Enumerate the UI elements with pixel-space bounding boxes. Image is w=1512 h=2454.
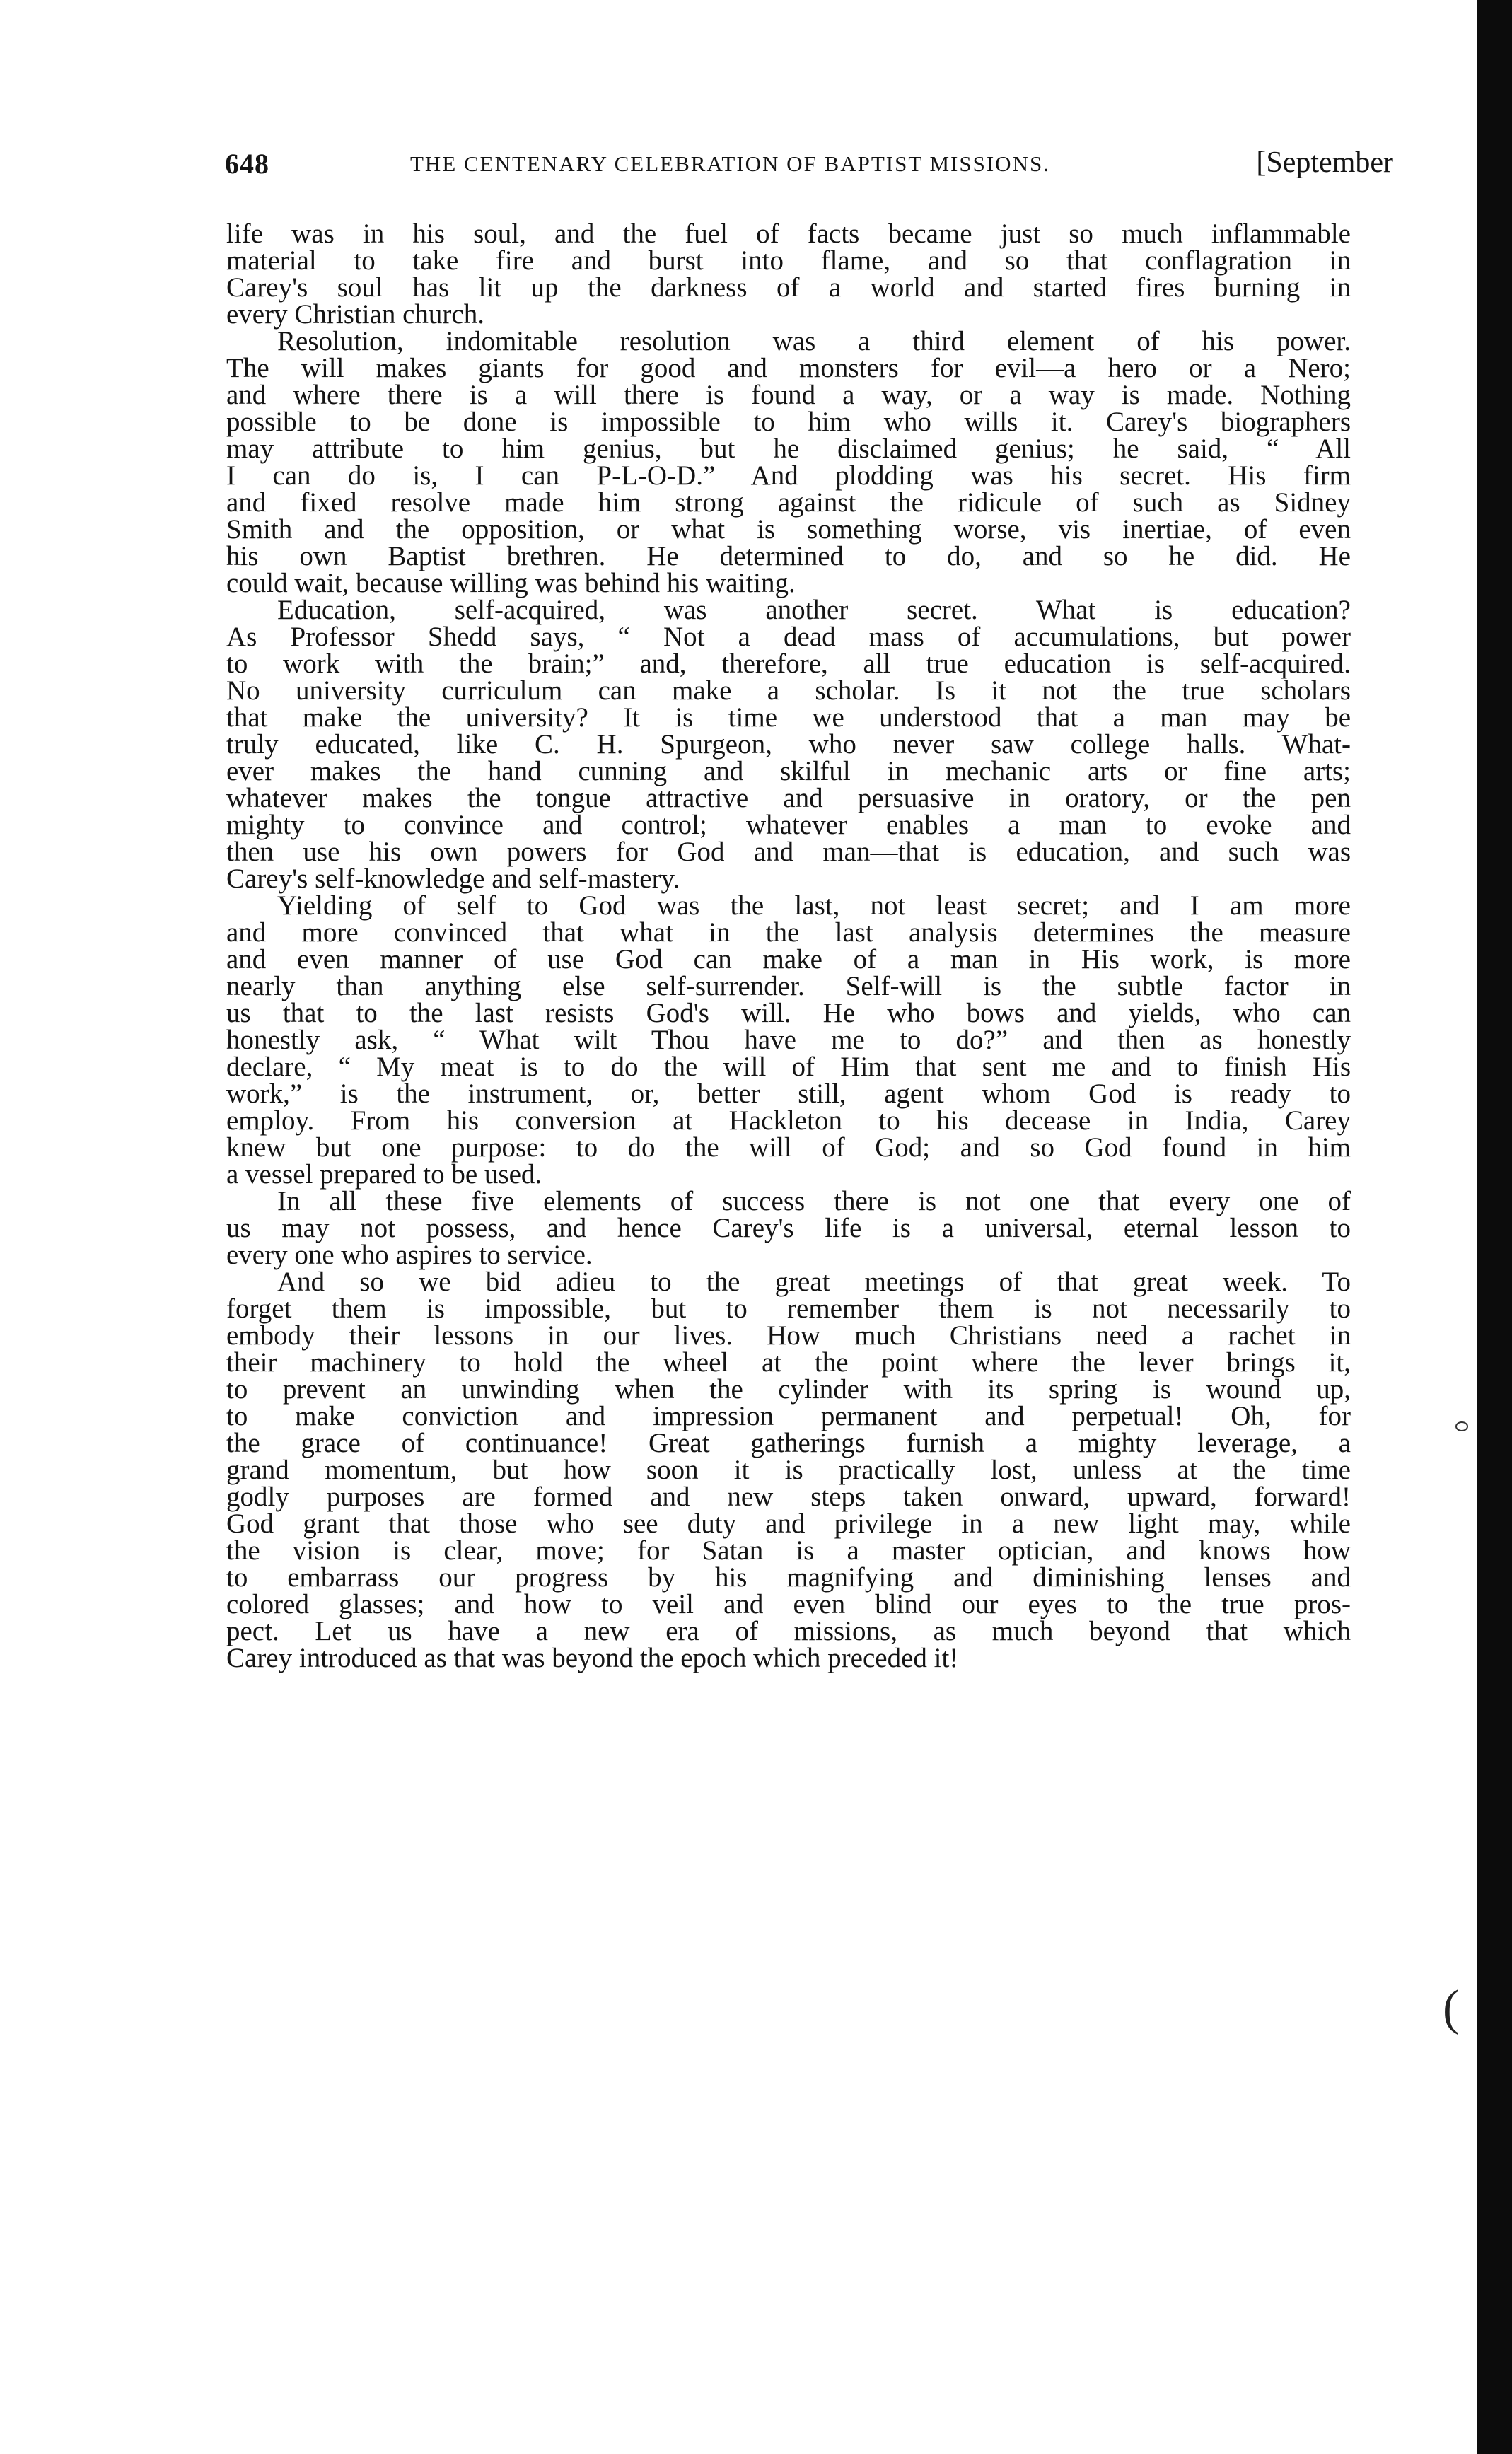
text-line: Education, self-acquired, was another secret. What is education? (277, 595, 1351, 625)
text-line: material to take fire and burst into flame, and so that conflagration in (226, 245, 1351, 276)
text-line: and even manner of use God can make of a man in His work, is more (226, 944, 1351, 975)
text-line: and more convinced that what in the last analysis determines the measure (226, 917, 1351, 948)
running-title: THE CENTENARY CELEBRATION OF BAPTIST MISSIONS. (410, 151, 1050, 176)
paragraph (226, 1269, 1351, 1672)
text-line: Smith and the opposition, or what is something worse, vis inertiae, of even (226, 514, 1351, 545)
text-line: every Christian church. (226, 299, 484, 330)
text-line: every one who aspires to service. (226, 1240, 593, 1270)
text-line: his own Baptist brethren. He determined to do, and so he did. He (226, 541, 1351, 571)
text-line: embody their lessons in our lives. How much Christians need a rachet in (226, 1320, 1351, 1351)
text-line: the grace of continuance! Great gatherings furnish a mighty leverage, a (226, 1428, 1351, 1458)
text-line: work,” is the instrument, or, better still, agent whom God is ready to (226, 1078, 1351, 1109)
text-line: Carey's self-knowledge and self-mastery. (226, 863, 680, 894)
text-line: truly educated, like C. H. Spurgeon, who never saw college halls. What- (226, 729, 1351, 760)
text-line: Resolution, indomitable resolution was a third element of his power. (277, 326, 1351, 356)
text-line: whatever makes the tongue attractive and persuasive in oratory, or the pen (226, 783, 1351, 813)
text-line: us that to the last resists God's will. He who bows and yields, who can (226, 998, 1351, 1028)
running-month: [September (1256, 146, 1393, 179)
text-line: and where there is a will there is found a way, or a way is made. Nothing (226, 380, 1351, 410)
text-line: And so we bid adieu to the great meetings of that great week. To (277, 1267, 1351, 1297)
page-number: 648 (225, 148, 269, 180)
text-line: The will makes giants for good and monsters for evil—a hero or a Nero; (226, 353, 1351, 383)
text-line: knew but one purpose: to do the will of God; and so God found in him (226, 1132, 1351, 1163)
text-line: may attribute to him genius, but he disclaimed genius; he said, “ All (226, 434, 1351, 464)
text-line: to prevent an unwinding when the cylinder with its spring is wound up, (226, 1374, 1351, 1405)
paragraph (226, 328, 1351, 597)
text-line: Carey's soul has lit up the darkness of a world and started fires burning in (226, 272, 1351, 303)
text-line: As Professor Shedd says, “ Not a dead mass of accumulations, but power (226, 622, 1351, 652)
text-line: God grant that those who see duty and privilege in a new light may, while (226, 1508, 1351, 1539)
text-line: life was in his soul, and the fuel of facts became just so much inflammable (226, 219, 1351, 249)
text-line: their machinery to hold the wheel at the point where the lever brings it, (226, 1347, 1351, 1378)
article-body (226, 221, 1351, 1672)
text-line: to make conviction and impression permanent and perpetual! Oh, for (226, 1401, 1351, 1431)
text-line: to work with the brain;” and, therefore, all true education is self-acquired. (226, 649, 1351, 679)
text-line: a vessel prepared to be used. (226, 1159, 542, 1190)
paragraph (226, 221, 1351, 328)
margin-bracket-mark: ( (1443, 1981, 1460, 2035)
text-line: Yielding of self to God was the last, not least secret; and I am more (277, 890, 1351, 921)
margin-mark (1455, 1421, 1468, 1431)
text-line: possible to be done is impossible to him who wills it. Carey's biographers (226, 407, 1351, 437)
text-line: us may not possess, and hence Carey's life is a universal, eternal lesson to (226, 1213, 1351, 1243)
text-line: could wait, because willing was behind his waiting. (226, 568, 796, 598)
running-header (225, 147, 1393, 197)
text-line: declare, “ My meat is to do the will of Him that sent me and to finish His (226, 1052, 1351, 1082)
text-line: mighty to convince and control; whatever enables a man to evoke and (226, 810, 1351, 840)
text-line: employ. From his conversion at Hackleton to his decease in India, Carey (226, 1105, 1351, 1136)
text-line: and fixed resolve made him strong against the ridicule of such as Sidney (226, 487, 1351, 518)
text-line: to embarrass our progress by his magnifying and diminishing lenses and (226, 1562, 1351, 1593)
text-line: ever makes the hand cunning and skilful in mechanic arts or fine arts; (226, 756, 1351, 786)
text-line: grand momentum, but how soon it is practically lost, unless at the time (226, 1455, 1351, 1485)
text-line: Carey introduced as that was beyond the epoch which preceded it! (226, 1643, 959, 1673)
text-line: In all these five elements of success there is not one that every one of (277, 1186, 1351, 1216)
paragraph (226, 597, 1351, 892)
text-line: No university curriculum can make a scholar. Is it not the true scholars (226, 675, 1351, 706)
text-line: colored glasses; and how to veil and even blind our eyes to the true pros- (226, 1589, 1351, 1619)
scan-edge-shadow (1477, 0, 1512, 2454)
text-line: then use his own powers for God and man—that is education, and such was (226, 837, 1351, 867)
paragraph (226, 892, 1351, 1188)
text-line: honestly ask, “ What wilt Thou have me to do?” and then as honestly (226, 1025, 1351, 1055)
text-line: the vision is clear, move; for Satan is a master optician, and knows how (226, 1535, 1351, 1566)
text-line: I can do is, I can P-L-O-D.” And plodding was his secret. His firm (226, 460, 1351, 491)
paragraph (226, 1188, 1351, 1269)
text-line: forget them is impossible, but to remember them is not necessarily to (226, 1293, 1351, 1324)
text-line: pect. Let us have a new era of missions, as much beyond that which (226, 1616, 1351, 1646)
text-line: godly purposes are formed and new steps taken onward, upward, forward! (226, 1482, 1351, 1512)
text-line: nearly than anything else self-surrender. Self-will is the subtle factor in (226, 971, 1351, 1001)
text-line: that make the university? It is time we understood that a man may be (226, 702, 1351, 733)
